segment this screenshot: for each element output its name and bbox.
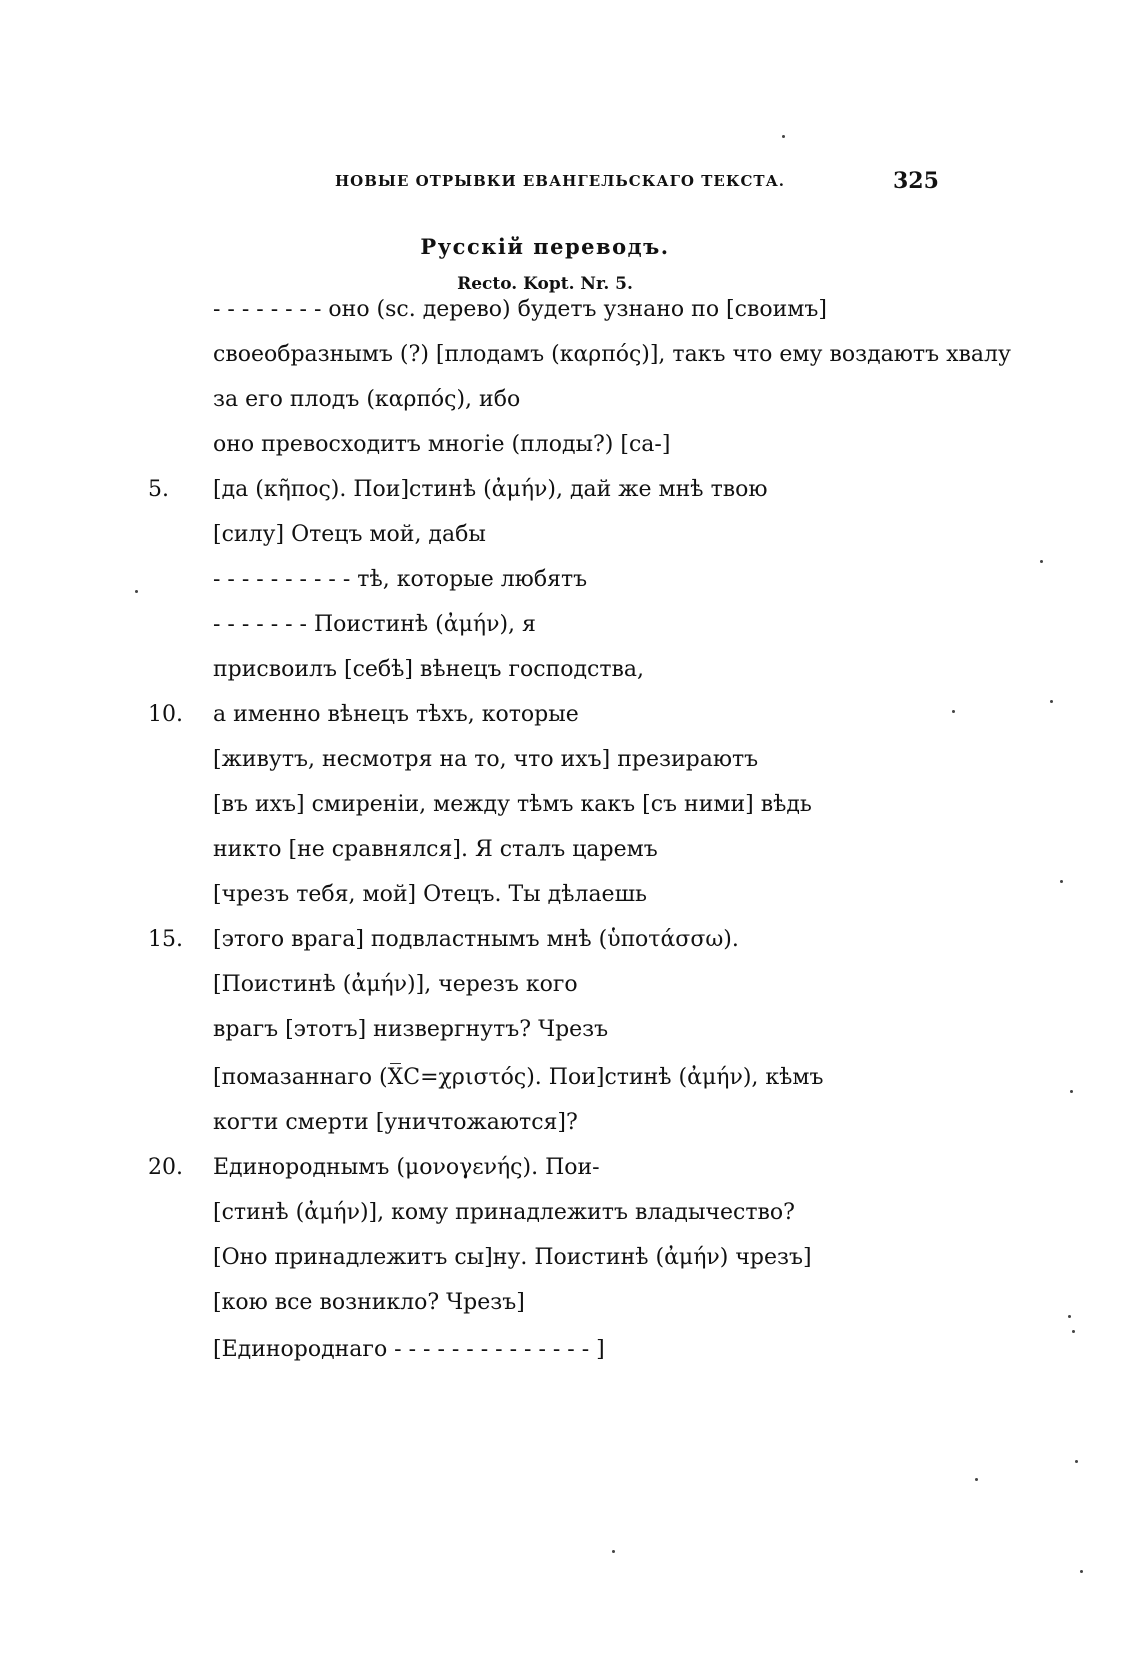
page-number: 325 bbox=[893, 168, 939, 194]
scan-speck bbox=[1080, 1570, 1083, 1573]
line-text: врагъ [этотъ] низвергнутъ? Чрезъ bbox=[213, 1017, 609, 1042]
scan-speck bbox=[975, 1478, 978, 1481]
scan-speck bbox=[135, 590, 138, 593]
line-number: 10. bbox=[148, 702, 183, 727]
text-line bbox=[0, 1286, 1100, 1320]
scan-speck bbox=[1072, 1330, 1075, 1333]
scan-speck bbox=[1060, 880, 1063, 883]
scan-speck bbox=[1040, 560, 1043, 563]
line-text: присвоилъ [себѣ] вѣнецъ господства, bbox=[213, 657, 645, 682]
line-number: 20. bbox=[148, 1155, 183, 1180]
text-line bbox=[0, 383, 1100, 417]
line-text: [силу] Отецъ мой, дабы bbox=[213, 522, 486, 547]
text-line bbox=[0, 833, 1100, 867]
text-line bbox=[0, 878, 1100, 912]
text-line bbox=[0, 1196, 1100, 1230]
text-line bbox=[0, 293, 1100, 327]
scan-speck bbox=[612, 1550, 615, 1553]
text-line bbox=[0, 923, 1100, 957]
text-line bbox=[0, 518, 1100, 552]
line-text: [въ ихъ] смиреніи, между тѣмъ какъ [съ ними] вѣдь bbox=[213, 792, 812, 817]
scan-speck bbox=[1075, 1460, 1078, 1463]
text-line bbox=[0, 968, 1100, 1002]
text-line bbox=[0, 1241, 1100, 1275]
text-line bbox=[0, 1013, 1100, 1047]
section-title: Русскій переводъ. bbox=[420, 234, 670, 259]
text-line bbox=[0, 473, 1100, 507]
text-line bbox=[0, 1151, 1100, 1185]
text-line bbox=[0, 1061, 1100, 1095]
line-text: за его плодъ (καρπός), ибо bbox=[213, 387, 521, 412]
line-text: [кою все возникло? Чрезъ] bbox=[213, 1290, 525, 1315]
line-text: когти смерти [уничтожаются]? bbox=[213, 1110, 578, 1135]
line-text: - - - - - - - Поистинѣ (ἀμήν), я bbox=[213, 612, 536, 637]
text-line bbox=[0, 563, 1100, 597]
scan-speck bbox=[782, 135, 785, 138]
line-text: [Поистинѣ (ἀμήν)], черезъ кого bbox=[213, 972, 578, 997]
line-text: [Единороднаго - - - - - - - - - - - - - - ] bbox=[213, 1337, 605, 1362]
line-number: 15. bbox=[148, 927, 183, 952]
text-line bbox=[0, 428, 1100, 462]
section-subtitle: Recto. Kopt. Nr. 5. bbox=[457, 274, 633, 294]
line-number: 5. bbox=[148, 477, 169, 502]
line-text: [помазаннаго (X̅C=χριστός). Пои]стинѣ (ἀμήν), кѣмъ bbox=[213, 1065, 824, 1090]
text-line bbox=[0, 653, 1100, 687]
line-text: никто [не сравнялся]. Я сталъ царемъ bbox=[213, 837, 658, 862]
line-text: [живутъ, несмотря на то, что ихъ] презираютъ bbox=[213, 747, 759, 772]
line-text: а именно вѣнецъ тѣхъ, которые bbox=[213, 702, 579, 727]
text-line bbox=[0, 1106, 1100, 1140]
line-text: - - - - - - - - - - тѣ, которые любятъ bbox=[213, 567, 588, 592]
scan-speck bbox=[952, 710, 955, 713]
line-text: оно превосходитъ многіе (плоды?) [са-] bbox=[213, 432, 671, 457]
line-text: [чрезъ тебя, мой] Отецъ. Ты дѣлаешь bbox=[213, 882, 648, 907]
line-text: Единороднымъ (μονογενής). Пои- bbox=[213, 1155, 600, 1180]
line-text: - - - - - - - - оно (sc. дерево) будетъ узнано по [своимъ] bbox=[213, 297, 827, 322]
text-line bbox=[0, 608, 1100, 642]
text-line bbox=[0, 743, 1100, 777]
scan-speck bbox=[1050, 700, 1053, 703]
text-line bbox=[0, 1333, 1100, 1367]
line-text: своеобразнымъ (?) [плодамъ (καρπός)], такъ что ему воздаютъ хвалу bbox=[213, 342, 1011, 367]
line-text: [этого врага] подвластнымъ мнѣ (ὑποτάσσω). bbox=[213, 927, 739, 952]
line-text: [стинѣ (ἀμήν)], кому принадлежитъ владычество? bbox=[213, 1200, 795, 1225]
text-line bbox=[0, 788, 1100, 822]
line-text: [Оно принадлежитъ сы]ну. Поистинѣ (ἀμήν) чрезъ] bbox=[213, 1245, 812, 1270]
text-line bbox=[0, 698, 1100, 732]
line-text: [да (κῆπος). Пои]стинѣ (ἀμήν), дай же мнѣ твою bbox=[213, 477, 768, 502]
scan-speck bbox=[1070, 1090, 1073, 1093]
running-title: НОВЫЕ ОТРЫВКИ ЕВАНГЕЛЬСКАГО ТЕКСТА. bbox=[335, 172, 786, 190]
scan-speck bbox=[1068, 1315, 1071, 1318]
text-line bbox=[0, 338, 1100, 372]
